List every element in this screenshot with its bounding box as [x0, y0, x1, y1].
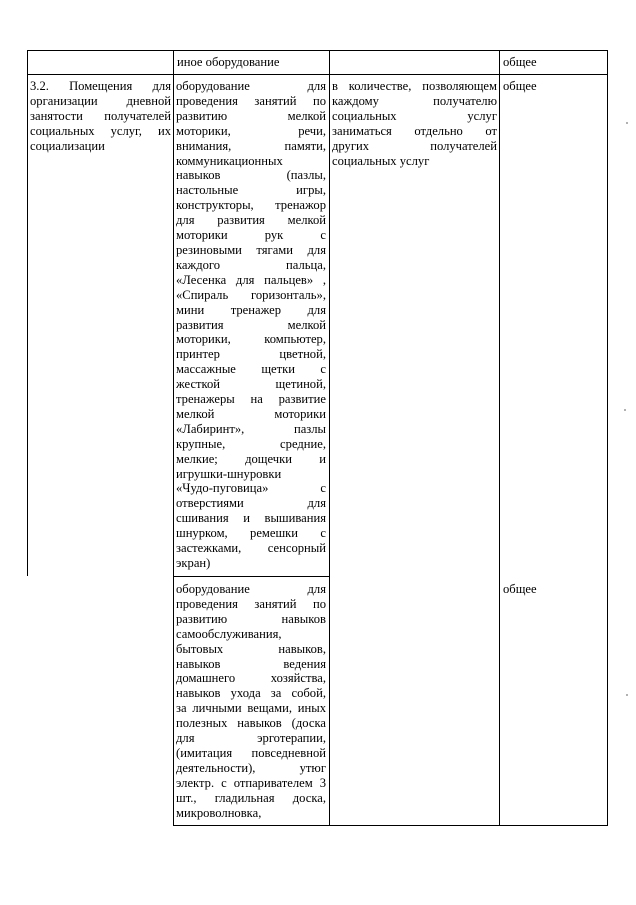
usage-cell-top — [503, 55, 603, 70]
room-name-cell: 3.2. Помещения для организации дневной занятости получателей социальных услуг, их социализации — [30, 79, 171, 153]
column-divider — [329, 50, 330, 826]
usage-text: общее — [503, 582, 537, 596]
quantity-cell: в количестве, позволяющем каждому получателю социальных услуг заниматься отдельно от других получателей социальных услуг — [332, 79, 497, 168]
usage-cell-b — [503, 582, 603, 597]
table-bottom-border — [173, 825, 607, 826]
column-divider — [499, 50, 500, 826]
table-right-border — [607, 50, 608, 826]
equipment-cell-b: оборудование для проведения занятий по развитию навыков самообслуживания, бытовых навыков, навыков ведения домашнего хозяйства, навыков ухода за собой, за личными вещами, иных полезных навыков (доска для эрготерапии, (имитация повседневной деятельности), утюг электр. с отпаривателем 3 шт., гладильная доска, микроволновка, — [176, 582, 326, 820]
column-divider — [173, 50, 174, 826]
equipment-cell-a: оборудование для проведения занятий по развитию мелкой моторики, речи, внимания, памяти, коммуникационных навыков (пазлы, настольные игры, конструкторы, тренажор для развития мелкой моторики рук с резиновыми тягами для каждого пальца, «Лесенка для пальцев» , «Спираль горизонталь», мини тренажер для развития мелкой моторики, компьютер, принтер цветной, массажные щетки с жесткой щетиной, тренажеры на развитие мелкой моторики «Лабиринт», пазлы крупные, средние, мелкие; дощечки и игрушки-шнуровки «Чудо-пуговица» с отверстиями для сшивания и вышивания шнурком, ремешки с застежками, сенсорный экран) — [176, 79, 326, 570]
usage-text: общее — [503, 55, 537, 69]
equipment-text: иное оборудование — [177, 55, 280, 69]
scan-speck — [626, 122, 628, 124]
scan-speck — [626, 694, 628, 696]
equipment-cell-top — [177, 55, 327, 70]
usage-cell-a — [503, 79, 603, 94]
table-top-border — [27, 50, 607, 51]
row-divider — [27, 74, 607, 75]
equipment-cell-divider — [173, 576, 329, 577]
table-left-border — [27, 50, 28, 576]
scan-speck — [624, 409, 626, 411]
usage-text: общее — [503, 79, 537, 93]
